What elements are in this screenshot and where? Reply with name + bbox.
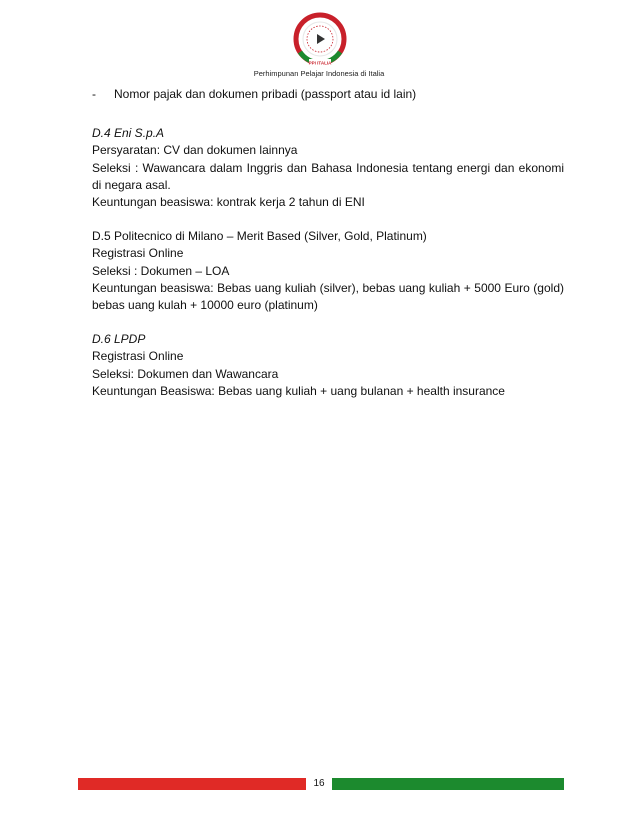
section-title: D.6 LPDP [92,332,146,347]
footer-red-bar [78,778,306,790]
logo-text: PPI ITALIA [308,60,332,66]
document-body [92,86,564,400]
section-line: Seleksi: Dokumen dan Wawancara [92,366,279,381]
footer-bar [78,778,564,790]
section-line: Seleksi : Wawancara dalam Inggris dan Bahasa Indonesia tentang energi dan ekonomi di negara asal. [92,160,564,192]
section-eni [92,125,564,211]
section-title: D.5 Politecnico di Milano – Merit Based (Silver, Gold, Platinum) [92,229,427,244]
page-number: 16 [306,775,332,793]
section-line: Keuntungan beasiswa: Bebas uang kuliah (silver), bebas uang kuliah + 5000 Euro (gold) bebas uang kulah + 10000 euro (platinum) [92,280,564,313]
footer-green-bar [332,778,564,790]
section-line: Persyaratan: CV dan dokumen lainnya [92,143,298,158]
logo-emblem-icon [292,12,348,68]
section-lpdp [92,331,564,400]
section-line: Registrasi Online [92,349,184,364]
ppi-italia-logo [292,12,348,68]
section-line: Keuntungan beasiswa: kontrak kerja 2 tahun di ENI [92,195,365,210]
header-org-name: Perhimpunan Pelajar Indonesia di Italia [253,69,385,78]
section-title: D.4 Eni S.p.A [92,126,165,141]
bullet-item [92,86,564,103]
section-line: Registrasi Online [92,246,184,261]
bullet-marker: - [92,87,96,101]
section-line: Keuntungan Beasiswa: Bebas uang kuliah + uang bulanan + health insurance [92,383,505,398]
section-polimi [92,228,564,314]
bullet-text: Nomor pajak dan dokumen pribadi (passport atau id lain) [114,87,417,101]
section-line: Seleksi : Dokumen – LOA [92,263,230,278]
